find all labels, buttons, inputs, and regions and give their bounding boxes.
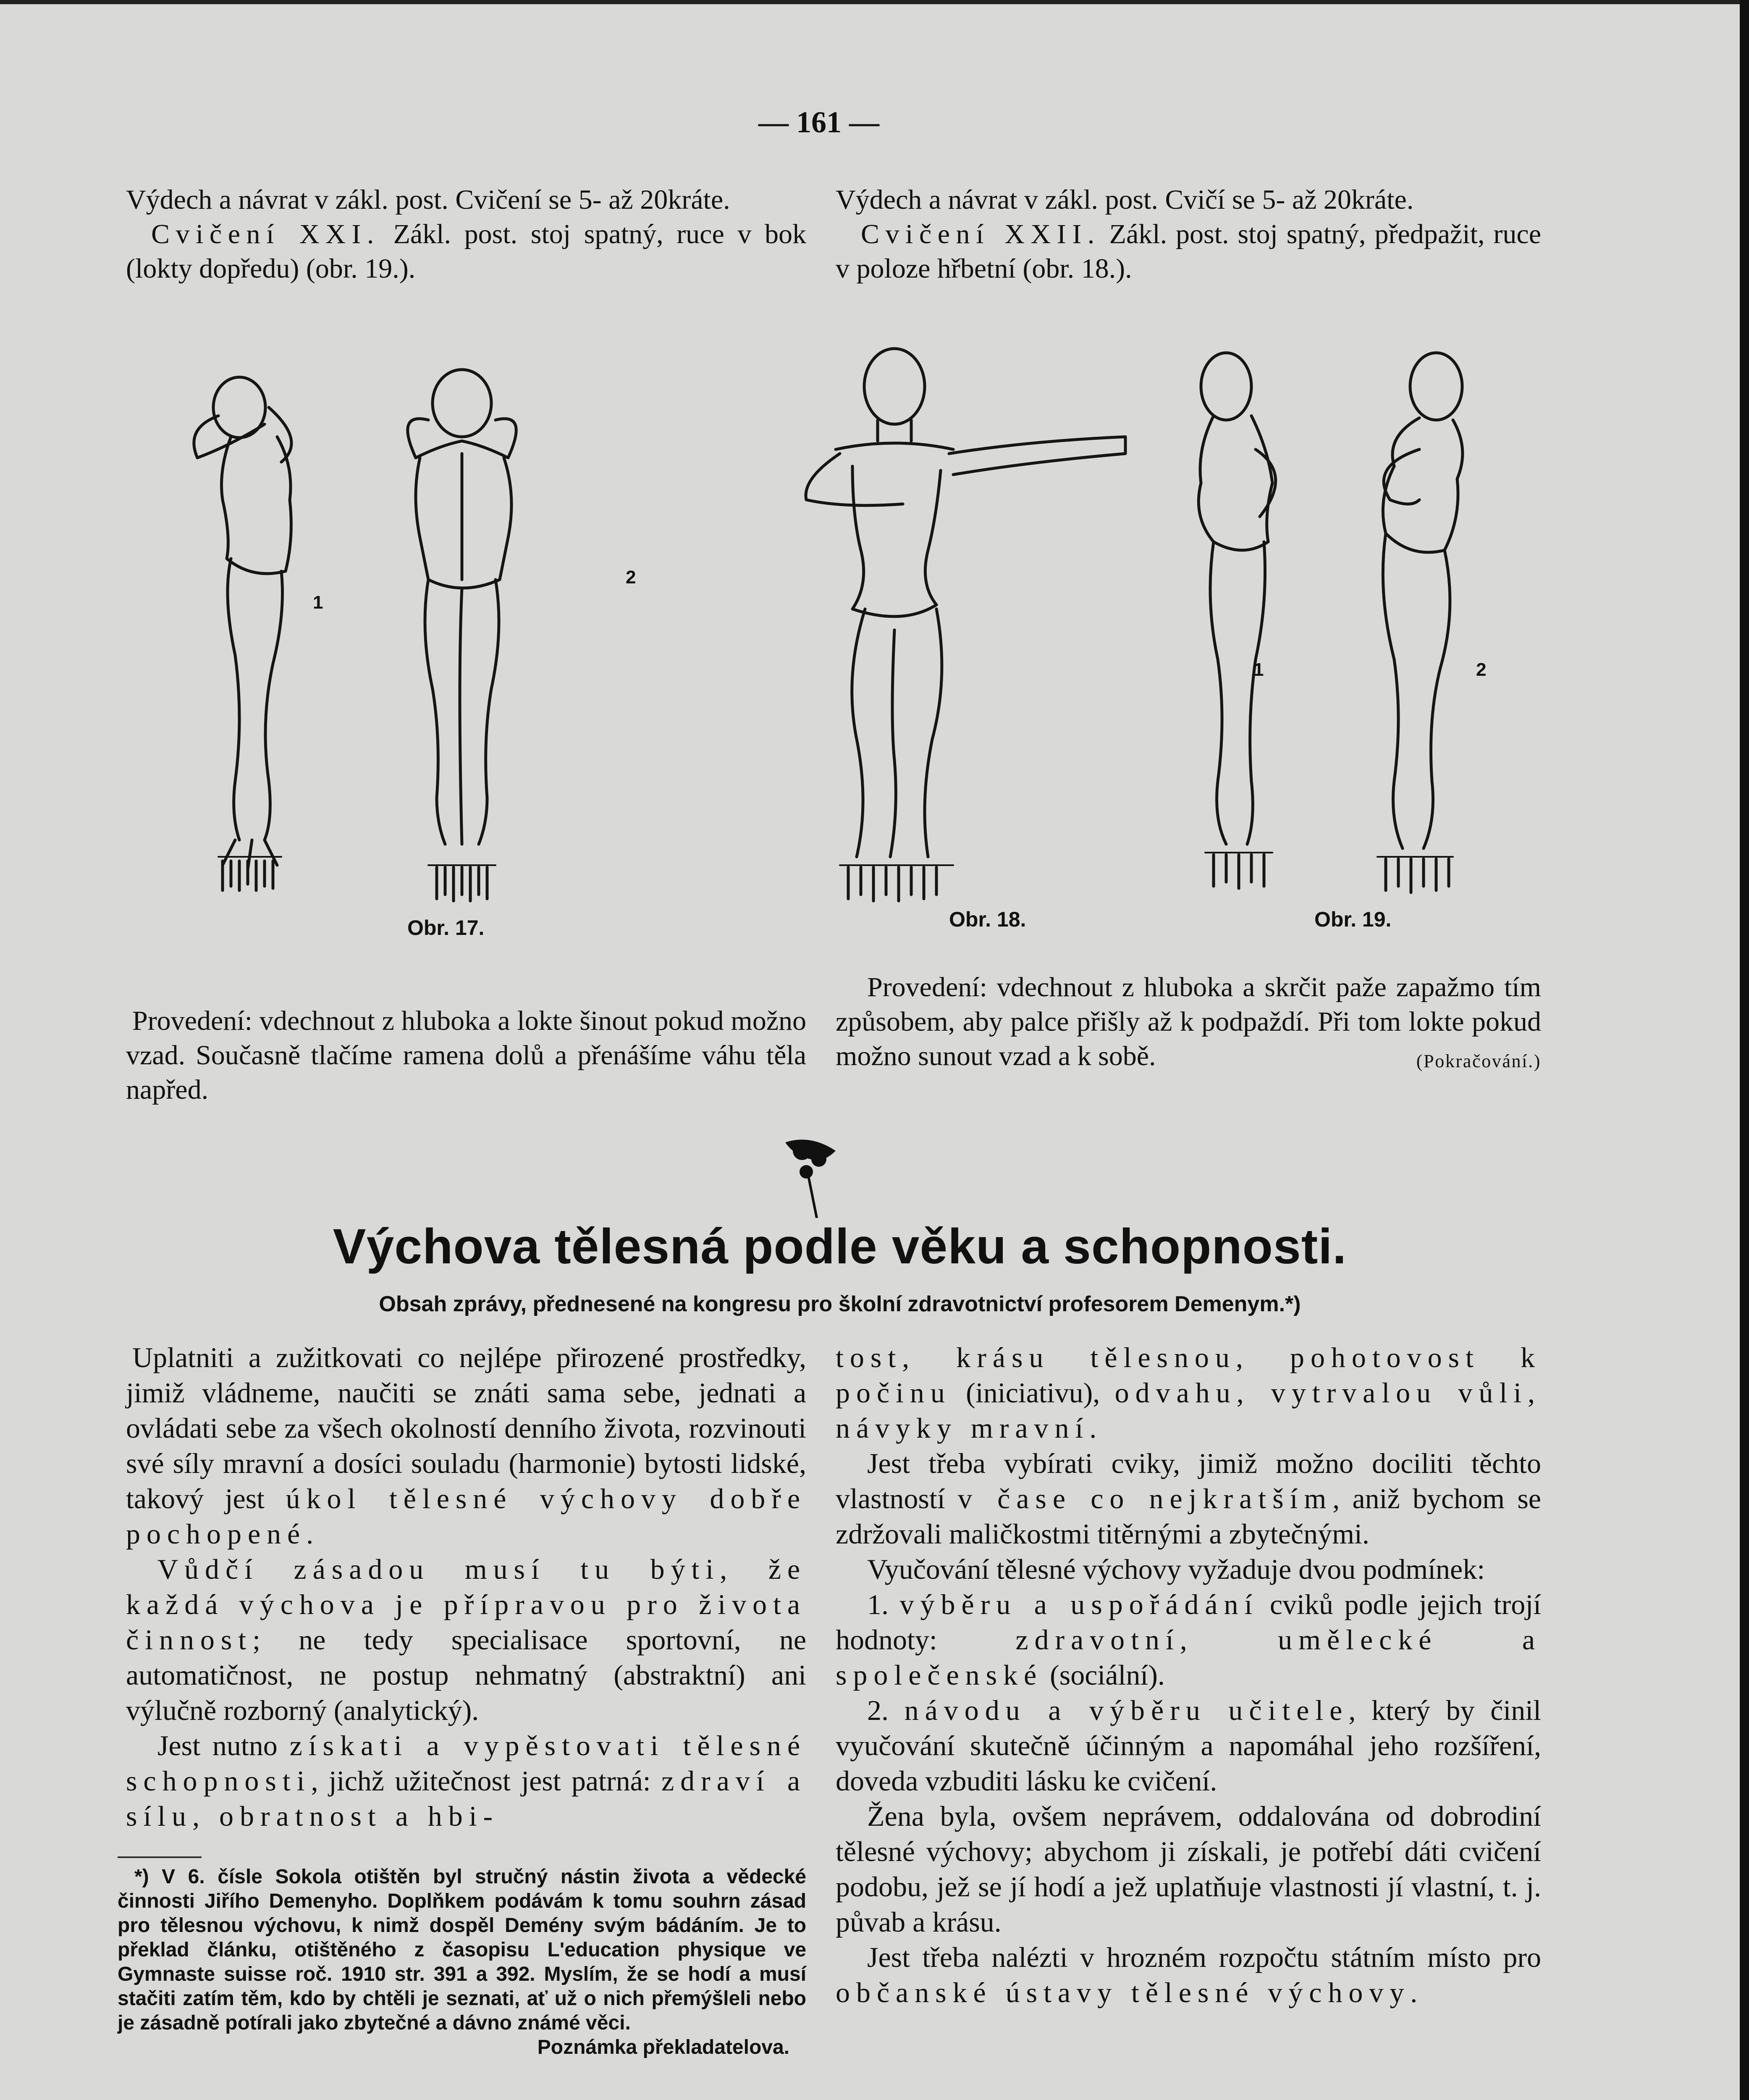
page-number: — 161 — [758, 105, 879, 139]
figure-19-label-2: 2 [1476, 659, 1487, 680]
article-right-p4: 1. výběru a uspořádání cviků podle jejich trojí hodnoty: zdravotní, umělecké a společenské (sociální). [836, 1588, 1541, 1691]
emphasis-vudci-zasada: Vůdčí zásadou musí tu býti, že každá výchova je přípravou pro života činnost [126, 1553, 806, 1656]
figure-17-label-2: 2 [626, 567, 636, 588]
ornament-icon [777, 1134, 844, 1218]
figure-18-illustration [777, 340, 1176, 911]
top-left-p1: Výdech a návrat v zákl. post. Cvičení se 5- až 20kráte. [126, 184, 730, 215]
scan-edge-right [1740, 0, 1749, 2100]
article-left-p3: Jest nutno získati a vypěstovati tělesné schopnosti, jichž užitečnost jest patrná: zdraví a sílu, obratnost a hbi- [126, 1730, 806, 1832]
execution-left-text: Provedení: vdechnout z hluboka a lokte šinout pokud možno vzad. Současně tlačíme ramena dolů a přenášíme váhu těla napřed. [126, 1005, 806, 1105]
figure-19-caption: Obr. 19. [1314, 908, 1392, 931]
exercise-xxii-text: Zákl. post. stoj spatný, předpažit, ruce v poloze hřbetní (obr. 18.). [836, 219, 1541, 284]
top-left-text [126, 183, 806, 286]
emphasis-navod: návodu a výběru učitele [904, 1694, 1349, 1726]
footnote-signature: Poznámka překladatelova. [537, 2036, 789, 2058]
execution-right [836, 970, 1541, 1079]
top-right-p2 [836, 217, 1541, 286]
figure-17-illustration [168, 361, 672, 916]
footnote [118, 1865, 806, 2060]
article-left-p2: Vůdčí zásadou musí tu býti, že každá výchova je přípravou pro života činnost; ne tedy specialisace sportovní, ne automatičnost, ne postup nehmatný (abstraktní) ani výlučně rozborný (analytický). [126, 1553, 806, 1726]
article-right-p5: 2. návodu a výběru učitele, který by činil vyučování skutečně účinným a napomáhal jeho rozšíření, doveda vzbuditi lásku ke cvičení. [836, 1694, 1541, 1797]
emphasis-zdravi: zdraví a sílu, obratnost a hbi- [126, 1765, 806, 1832]
continued-note: (Pokračování.) [1416, 1051, 1541, 1071]
scan-edge-top [0, 0, 1749, 4]
exercise-xxi-text: Zákl. post. stoj spatný, ruce v bok (lokty dopředu) (obr. 19.). [126, 219, 806, 284]
article-title: Výchova tělesná podle věku a schopnosti. [333, 1219, 1347, 1274]
article-right-p7: Jest třeba nalézti v hrozném rozpočtu státním místo pro občanské ústavy tělesné výchovy. [836, 1941, 1541, 2008]
emphasis-hodnoty: zdravotní, umělecké a společenské [836, 1624, 1541, 1691]
emphasis-vyber: výběru a uspořádání [899, 1588, 1259, 1620]
article-right-p3: Vyučování tělesné výchovy vyžaduje dvou podmínek: [867, 1553, 1485, 1585]
emphasis-cas: v čase co nejkratším [957, 1483, 1333, 1515]
article-right-p2: Jest třeba vybírati cviky, jimiž možno dociliti těchto vlastností v čase co nejkratším, aniž bychom se zdržovali maličkostmi titěrnými a zbytečnými. [836, 1447, 1541, 1550]
emphasis-odvaha: odvahu, vytrvalou vůli, návyky mravní. [836, 1377, 1541, 1444]
execution-right-body: Provedení: vdechnout z hluboka a skrčit paže zapažmo tím způsobem, aby palce přišly až k podpaždí. Při tom lokte pokud možno sunout vzad a k sobě. [836, 972, 1541, 1071]
exercise-xxii-label: Cvičení XXII. [861, 219, 1101, 249]
footnote-text: *) V 6. čísle Sokola otištěn byl stručný nástin života a vědecké činnosti Jiřího Demenyho. Doplňkem podávám k tomu souhrn zásad pro tělesnou výchovu, k nimž dospěl Demény svým bádáním. Je to překlad článku, otištěného z časopisu L'education physique ve Gymnaste suisse roč. 1910 str. 391 a 392. Myslím, že se hodí a musí stačiti zatím těm, kdo by chtěli je seznati, ať už o nich přemýšleli nebo je zásadně potírali jako zbytečné a dávno známé věci. [118, 1866, 806, 2034]
footnote-rule [118, 1856, 202, 1858]
article-right-p6: Žena byla, ovšem neprávem, oddalována od dobrodiní tělesné výchovy; abychom ji získali, je potřebí dáti cvičení podobu, jež se jí hodí a jež uplatňuje vlastnosti jí vlastní, t. j. půvab a krásu. [836, 1800, 1541, 1938]
exercise-xxi-label: Cvičení XXI. [151, 219, 380, 249]
article-right-column [836, 1340, 1541, 2010]
execution-right-text [836, 970, 1541, 1074]
emphasis-ustavy: občanské ústavy tělesné výchovy [836, 1977, 1411, 2008]
article-left-column [126, 1340, 806, 1834]
article-right-p1: tost, krásu tělesnou, pohotovost k počinu (iniciativu), odvahu, vytrvalou vůli, návyky mravní. [836, 1341, 1541, 1444]
article-subtitle: Obsah zprávy, přednesené na kongresu pro školní zdravotnictví profesorem Demenym.*) [379, 1292, 1301, 1316]
figure-19-label-1: 1 [1253, 659, 1264, 680]
figure-17-caption: Obr. 17. [407, 916, 485, 940]
emphasis-ukol: úkol tělesné výchovy dobře pochopené. [126, 1483, 806, 1550]
article-left-p1: Uplatniti a zužitkovati co nejlépe přirozené prostředky, jimiž vládneme, naučiti se znáti sama sebe, jednati a ovládati sebe za všech okolností denního života, rozvinouti své síly mravní a dosíci souladu (harmonie) bytosti lidské, takový jest úkol tělesné výchovy dobře pochopené. [126, 1341, 806, 1550]
figure-18-caption: Obr. 18. [949, 908, 1026, 931]
emphasis-krasa: tost, krásu tělesnou, pohotovost k počinu [836, 1341, 1541, 1409]
top-left-p2 [126, 217, 806, 286]
top-right-p1: Výdech a návrat v zákl. post. Cvičí se 5- až 20kráte. [836, 184, 1414, 215]
top-right-text [836, 183, 1541, 286]
emphasis-ziskati: získati a vypěstovati tělesné schopnosti [126, 1730, 806, 1797]
figure-17-label-1: 1 [313, 592, 323, 613]
execution-left [126, 1004, 806, 1107]
figure-19-illustration [1167, 340, 1545, 911]
